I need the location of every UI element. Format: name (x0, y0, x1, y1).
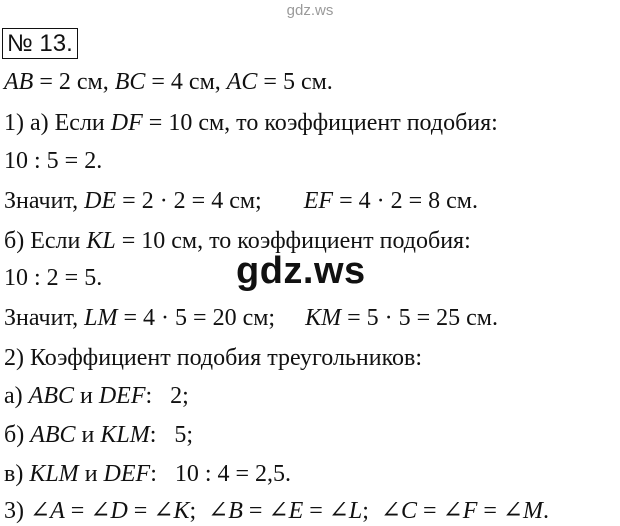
text-segment: : 2; (145, 383, 189, 409)
text-segment: = 4 · 2 = 8 см. (333, 188, 478, 214)
math-variable: DE (84, 188, 117, 214)
text-segment: 1) а) Если (4, 110, 111, 136)
math-variable: EF (303, 188, 334, 214)
text-segment: а) (4, 383, 29, 409)
text-segment: 10 : 2 = 5. (4, 265, 103, 291)
line-given (4, 67, 333, 97)
text-segment: = 4 · 5 = 20 см; (117, 305, 306, 331)
text-segment: = ∠ (127, 498, 174, 524)
math-variable: L (348, 498, 363, 524)
math-variable: BC (114, 69, 146, 95)
text-segment: = 5 см. (257, 69, 333, 95)
text-segment: Значит, (4, 188, 85, 214)
text-segment: = 5 · 5 = 25 см. (341, 305, 498, 331)
math-variable: K (173, 498, 190, 524)
text-segment: : 5; (149, 422, 194, 448)
math-variable: A (50, 498, 65, 524)
problem-number: № 13. (2, 28, 78, 59)
math-variable: M (523, 498, 544, 524)
text-segment: = 10 см, то коэффициент подобия: (115, 228, 471, 254)
math-variable: KM (305, 305, 342, 331)
math-variable: D (110, 498, 128, 524)
math-variable: DEF (98, 383, 146, 409)
line-1b-ratio (4, 263, 102, 293)
math-variable: DF (110, 110, 143, 136)
text-segment: и (75, 422, 101, 448)
line-1a-condition (4, 108, 498, 138)
math-variable: AC (226, 69, 258, 95)
text-segment: и (73, 383, 99, 409)
math-variable: DEF (103, 461, 151, 487)
math-variable: KLM (100, 422, 150, 448)
text-segment: Значит, (4, 305, 85, 331)
text-segment: 10 : 5 = 2. (4, 148, 103, 174)
text-segment: = 10 см, то коэффициент подобия: (142, 110, 498, 136)
text-segment: б) Если (4, 228, 87, 254)
math-variable: AB (4, 69, 34, 95)
line-1a-ratio (4, 146, 102, 176)
line-1a-result (4, 186, 478, 216)
math-variable: B (228, 498, 243, 524)
text-segment: = 4 см, (145, 69, 227, 95)
text-segment: 2) Коэффициент подобия треугольников: (4, 345, 423, 371)
text-segment: : 10 : 4 = 2,5. (150, 461, 292, 487)
math-variable: ABC (28, 383, 74, 409)
text-segment: б) (4, 422, 31, 448)
watermark-center: gdz.ws (236, 250, 366, 292)
text-segment: 3) ∠ (4, 498, 51, 524)
text-segment: = 2 см, (33, 69, 115, 95)
math-variable: E (288, 498, 304, 524)
line-2a (4, 381, 189, 411)
text-segment: = ∠ (303, 498, 349, 524)
text-segment: ; ∠ (362, 498, 402, 524)
watermark-top: gdz.ws (286, 2, 334, 19)
text-segment: = ∠ (417, 498, 463, 524)
text-segment: = ∠ (64, 498, 111, 524)
text-segment: . (543, 498, 550, 524)
math-variable: KL (86, 228, 116, 254)
math-variable: LM (84, 305, 118, 331)
text-segment: = ∠ (242, 498, 289, 524)
line-2-heading (4, 343, 422, 373)
text-segment: ; ∠ (189, 498, 229, 524)
line-2b (4, 420, 193, 450)
math-variable: F (462, 498, 478, 524)
line-2c (4, 459, 291, 489)
line-3-angles (4, 496, 549, 526)
math-variable: KLM (29, 461, 79, 487)
line-1b-result (4, 303, 498, 333)
text-segment: = ∠ (477, 498, 524, 524)
text-segment: и (78, 461, 104, 487)
math-variable: C (401, 498, 418, 524)
math-variable: ABC (30, 422, 76, 448)
text-segment: = 2 · 2 = 4 см; (116, 188, 304, 214)
text-segment: в) (4, 461, 30, 487)
